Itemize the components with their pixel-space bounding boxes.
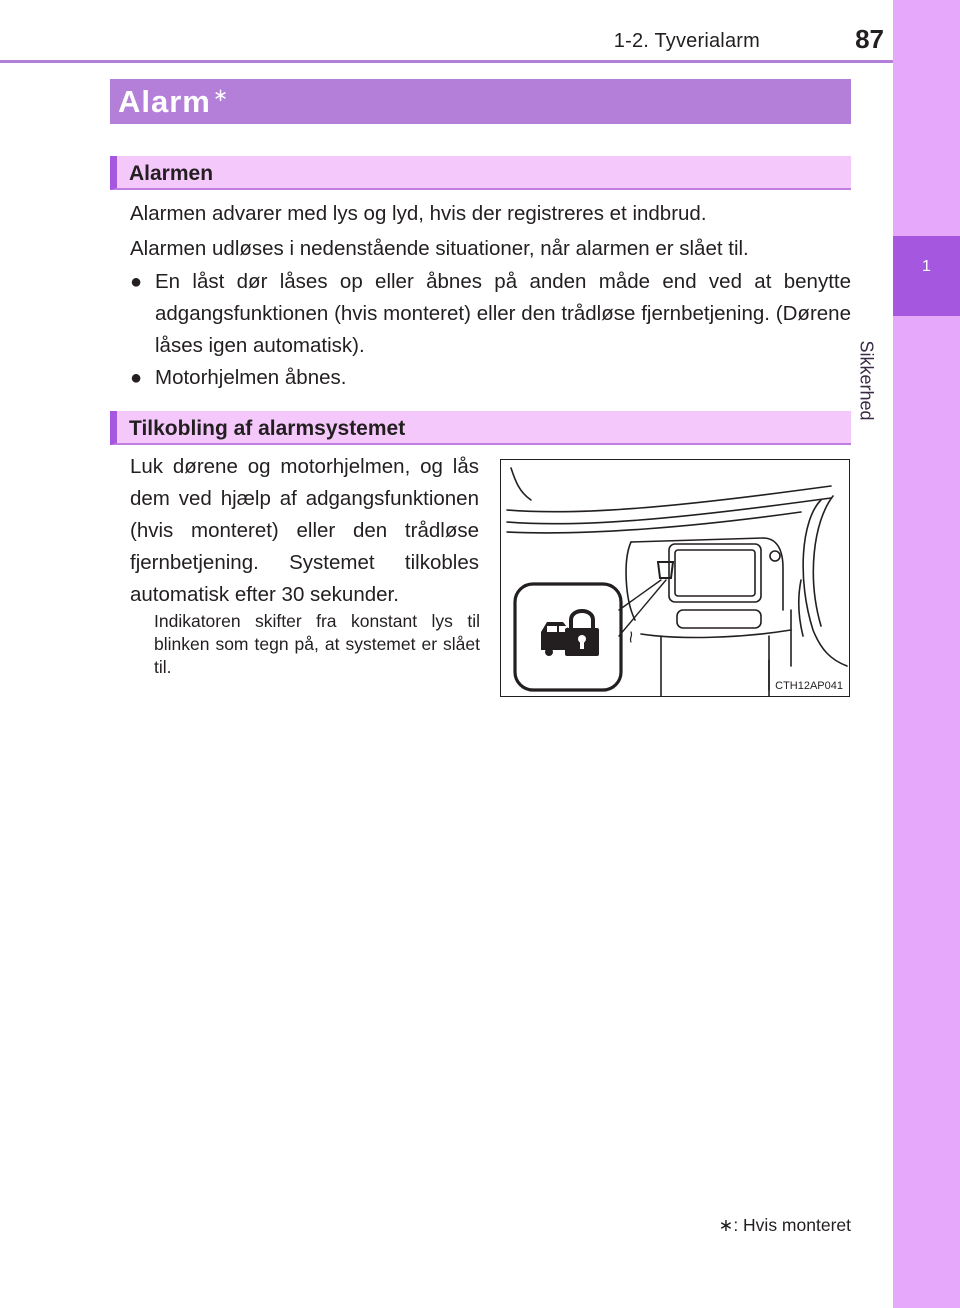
bullet-icon: ● [130,271,143,293]
bullet-item-hood [130,362,851,394]
security-indicator-icon [541,611,599,656]
paragraph-alarm-intro: Alarmen advarer med lys og lyd, hvis der registreres et indbrud. [130,202,707,225]
paragraph-alarm-triggers: Alarmen udløses i nedenstående situationer, når alarmen er slået til. [130,237,749,260]
paragraph-arming: Luk dørene og motorhjelmen, og lås dem ved hjælp af adgangsfunktionen (hvis monteret) eller den trådløse fjernbetjening. Systemet tilkobles automatisk efter 30 sekunder. [130,455,479,606]
subheading-tilkobling [110,411,851,445]
subheading-alarmen [110,156,851,190]
dashboard-illustration [500,459,850,697]
dashboard-drawing [501,460,849,696]
chapter-tab[interactable] [893,236,960,316]
header-divider [0,60,893,63]
header-section-title: 1-2. Tyverialarm [613,30,760,52]
chapter-tab-number: 1 [922,258,931,275]
subheading-text: Alarmen [129,162,214,185]
bullet-icon: ● [130,367,143,389]
bullet-item-door [130,266,851,362]
side-strip [893,0,960,1308]
title-bar [110,79,851,124]
bullet-text: En låst dør låses op eller åbnes på anden måde end ved at benytte adgangsfunktionen (hvis monteret) eller den trådløse fjernbetjening. (Dørene låses igen automatisk). [155,270,851,357]
figure-code: CTH12AP041 [775,680,843,692]
bullet-text: Motorhjelmen åbnes. [155,366,347,389]
note-indicator: Indikatoren skifter fra konstant lys til blinken som tegn på, at systemet er slået til. [154,611,480,677]
subheading-text: Tilkobling af alarmsystemet [129,417,406,440]
chapter-tab-label: Sikkerhed [856,340,877,421]
page-number: 87 [855,24,884,54]
page-title-text: Alarm [118,84,211,119]
footnote: ∗: Hvis monteret [718,1215,851,1235]
title-marker: ∗ [212,84,229,105]
page-title [118,84,229,120]
